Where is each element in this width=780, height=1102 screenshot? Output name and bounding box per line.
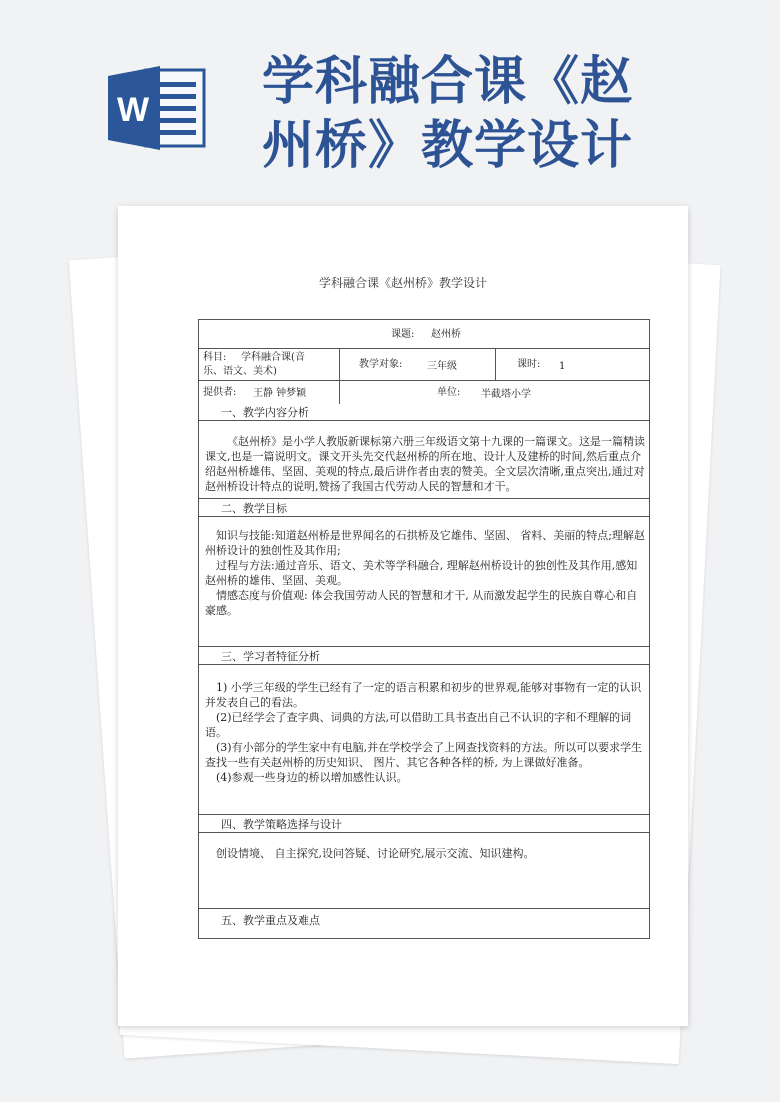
word-logo-letter: W [116, 91, 150, 129]
section-body [205, 846, 645, 861]
period-value: 1 [559, 361, 566, 372]
lesson-plan-table [198, 319, 650, 939]
period-label: 课时: [517, 359, 541, 370]
topic-value: 赵州桥 [431, 329, 461, 340]
subject-value-line2: 乐、语文、美术) [203, 366, 277, 377]
section-paragraph: 过程与方法:通过音乐、语文、美术等学科融合, 理解赵州桥设计的独创性及其作用,感知赵州桥的雄伟、坚固、美观。 [205, 559, 638, 587]
section-heading: 五、教学重点及难点 [221, 914, 320, 927]
document-page [118, 206, 688, 1026]
provider-label: 提供者: [203, 387, 237, 398]
section-body [205, 434, 645, 494]
topic-label: 课题: [391, 329, 415, 340]
word-logo-icon [108, 66, 206, 150]
subject-label: 科目: [203, 352, 227, 363]
section-paragraph: 情感态度与价值观: 体会我国劳动人民的智慧和才干, 从而激发起学生的民族自尊心和自豪感。 [205, 589, 638, 617]
section-heading: 二、教学目标 [221, 502, 287, 515]
subject-value-line1: 学科融合课(音 [241, 352, 305, 363]
unit-value: 半截塔小学 [481, 389, 531, 400]
section-paragraph: (2)已经学会了查字典、词典的方法,可以借助工具书查出自己不认识的字和不理解的词语。 [205, 711, 632, 739]
page-title: 学科融合课《赵州桥》教学设计 [262, 52, 634, 176]
audience-label: 教学对象: [359, 359, 403, 370]
section-body [205, 680, 645, 785]
section-heading: 三、学习者特征分析 [221, 650, 320, 663]
audience-value: 三年级 [427, 361, 457, 372]
section-paragraph: 《赵州桥》是小学人教版新课标第六册三年级语文第十九课的一篇课文。这是一篇精读课文,也是一篇说明文。课文开头先交代赵州桥的所在地、设计人及建桥的时间,然后重点介绍赵州桥雄伟、坚固、美观的特点,最后讲作者由衷的赞美。全文层次清晰,重点突出,通过对赵州桥设计特点的说明,赞扬了我国古代劳动人民的智慧和才干。 [205, 435, 645, 493]
provider-value: 王静 钟梦颖 [253, 388, 307, 399]
section-heading: 四、教学策略选择与设计 [221, 818, 342, 831]
unit-label: 单位: [437, 387, 461, 398]
document-heading: 学科融合课《赵州桥》教学设计 [318, 276, 487, 290]
section-body [205, 528, 645, 618]
section-paragraph: 知识与技能:知道赵州桥是世界闻名的石拱桥及它雄伟、坚固、 省料、美丽的特点;理解赵州桥设计的独创性及其作用; [205, 529, 645, 557]
section-paragraph: (4)参观一些身边的桥以增加感性认识。 [216, 771, 408, 784]
section-paragraph: 创设情境、 自主探究,设问答疑、讨论研究,展示交流、知识建构。 [216, 847, 535, 860]
section-paragraph: (3)有小部分的学生家中有电脑,并在学校学会了上网查找资料的方法。所以可以要求学生查找一些有关赵州桥的历史知识、 图片、其它各种各样的桥, 为上课做好准备。 [205, 741, 643, 769]
section-paragraph: 1) 小学三年级的学生已经有了一定的语言积累和初步的世界观,能够对事物有一定的认识并发表自己的看法。 [205, 681, 642, 709]
section-heading: 一、教学内容分析 [221, 406, 309, 419]
